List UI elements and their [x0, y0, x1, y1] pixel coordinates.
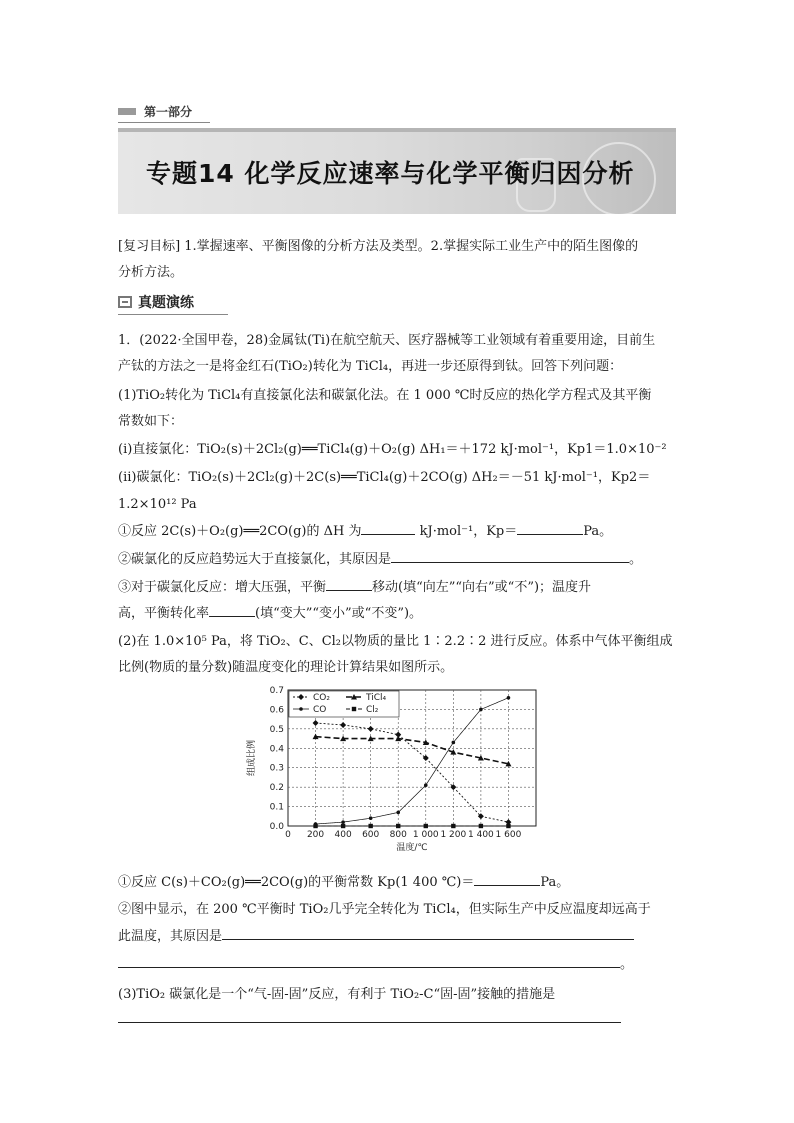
- data-point: [507, 696, 511, 700]
- y-tick-label: 0.1: [269, 802, 284, 813]
- q1c2-post: (填“变大”“变小”或“不变”)。: [255, 606, 423, 621]
- q2a-post: Pa。: [540, 875, 570, 890]
- legend-label: TiCl₄: [366, 693, 387, 703]
- review-goal-line2: 分析方法。: [118, 265, 184, 280]
- data-point: [396, 824, 400, 828]
- data-point: [368, 824, 372, 828]
- question-intro-1: 1．(2022·全国甲卷，28)金属钛(Ti)在航空航天、医疗器械等工业领域有着重要用途，目前生: [118, 333, 656, 348]
- y-axis-label: 组成比例: [247, 739, 257, 777]
- answer-blank-shift[interactable]: [326, 576, 372, 591]
- q1c2-row: [118, 601, 422, 627]
- q1b-row: [118, 547, 642, 573]
- legend-marker: [352, 707, 356, 711]
- q2b-end: 。: [620, 957, 634, 972]
- q1c2-pre: 高，平衡转化率: [118, 606, 210, 621]
- answer-blank-temperature-reason-2[interactable]: [118, 953, 620, 968]
- q2b-row2: [118, 952, 633, 978]
- legend-marker: [299, 707, 303, 711]
- x-tick-label: 600: [362, 830, 380, 840]
- data-point: [341, 824, 345, 828]
- x-tick-label: 1 600: [495, 830, 522, 840]
- x-tick-label: 200: [306, 830, 325, 840]
- section-tag-bar: [118, 108, 136, 115]
- y-tick-label: 0.4: [269, 744, 284, 755]
- y-tick-label: 0.3: [269, 763, 284, 774]
- data-point: [506, 824, 510, 828]
- answer-blank-kp[interactable]: [517, 520, 583, 535]
- x-tick-label: 0: [285, 830, 291, 840]
- x-tick-label: 800: [389, 830, 407, 840]
- x-tick-label: 400: [334, 830, 352, 840]
- x-axis-label: 温度/℃: [396, 843, 428, 853]
- q1b-post: 。: [629, 552, 643, 567]
- part3-line1: (3)TiO₂ 碳氯化是一个“气-固-固”反应，有利于 TiO₂-C“固-固”接触的措施是: [118, 987, 556, 1002]
- answer-blank-conversion[interactable]: [209, 602, 255, 617]
- data-point: [396, 811, 400, 815]
- q2b-pre: 此温度，其原因是: [118, 929, 223, 944]
- title-banner: [118, 128, 676, 214]
- x-tick-label: 1 000: [412, 830, 439, 840]
- answer-blank-dH[interactable]: [361, 520, 415, 535]
- data-point: [313, 824, 317, 828]
- data-point: [479, 824, 483, 828]
- answer-blank-temperature-reason[interactable]: [222, 925, 634, 940]
- q2a-row: [118, 870, 569, 896]
- data-point: [341, 820, 345, 824]
- x-tick-label: 1 200: [440, 830, 467, 840]
- page-title: 专题14 化学反应速率与化学平衡归因分析: [146, 159, 635, 188]
- section-tag: [118, 102, 210, 123]
- x-tick-label: 1 400: [468, 830, 494, 840]
- legend-label: CO: [313, 705, 327, 715]
- y-tick-label: 0.2: [269, 783, 284, 794]
- data-point: [424, 783, 428, 787]
- section-tag-label: 第一部分: [144, 105, 193, 119]
- q2b-line1: ②图中显示，在 200 ℃平衡时 TiO₂几乎完全转化为 TiCl₄，但实际生产中反应温度却远高于: [118, 902, 651, 917]
- q1c-row: [118, 575, 591, 601]
- q1a-post: Pa。: [583, 524, 613, 539]
- y-tick-label: 0.6: [269, 705, 284, 716]
- part1-line2: 常数如下：: [118, 414, 184, 429]
- data-point: [479, 708, 483, 712]
- answer-blank-reason[interactable]: [391, 548, 629, 563]
- legend-label: CO₂: [313, 693, 330, 703]
- q1a-pre: ①反应 2C(s)＋O₂(g)══2CO(g)的 ΔH 为: [118, 524, 362, 539]
- equation-direct: (ⅰ)直接氯化：TiO₂(s)＋2Cl₂(g)══TiCl₄(g)＋O₂(g) ΔH₁＝＋172 kJ·mol⁻¹，Kp1＝1.0×10⁻²: [118, 442, 667, 457]
- part2-line2: 比例(物质的量分数)随温度变化的理论计算结果如图所示。: [118, 660, 454, 675]
- answer-blank-kp1400[interactable]: [474, 871, 540, 886]
- part1-line1: (1)TiO₂转化为 TiCl₄有直接氯化法和碳氯化法。在 1 000 ℃时反应的热化学方程式及其平衡: [118, 388, 652, 403]
- q1b-pre: ②碳氯化的反应趋势远大于直接氯化，其原因是: [118, 552, 392, 567]
- review-goal-line1: [复习目标] 1.掌握速率、平衡图像的分析方法及类型。2.掌握实际工业生产中的陌生图像的: [118, 239, 639, 254]
- data-point: [452, 741, 456, 745]
- y-tick-label: 0.0: [269, 822, 284, 832]
- q2a-pre: ①反应 C(s)＋CO₂(g)══2CO(g)的平衡常数 Kp(1 400 ℃)＝: [118, 875, 475, 890]
- q1c-post: 移动(填“向左”“向右”或“不”)；温度升: [372, 580, 592, 595]
- chart-legend: [289, 691, 399, 717]
- section-heading: [118, 292, 228, 315]
- data-point: [424, 824, 428, 828]
- q1c-pre: ③对于碳氯化反应：增大压强，平衡: [118, 580, 327, 595]
- data-point: [369, 816, 373, 820]
- q1a-row: [118, 519, 612, 545]
- q2b-row: [118, 924, 634, 950]
- data-point: [451, 824, 455, 828]
- q1a-mid: kJ·mol⁻¹，Kp＝: [415, 524, 518, 539]
- part2-line1: (2)在 1.0×10⁵ Pa，将 TiO₂、C、Cl₂以物质的量比 1∶2.2∶2 进行反应。体系中气体平衡组成: [118, 634, 673, 649]
- equilibrium-composition-chart: [240, 682, 560, 864]
- notebook-icon: [118, 296, 132, 308]
- legend-label: Cl₂: [366, 705, 379, 715]
- equation-carbo-cont: 1.2×10¹² Pa: [118, 497, 197, 512]
- section-heading-label: 真题演练: [138, 295, 194, 311]
- y-tick-label: 0.7: [269, 686, 284, 696]
- y-tick-label: 0.5: [269, 724, 284, 735]
- equation-carbo: (ⅱ)碳氯化：TiO₂(s)＋2Cl₂(g)＋2C(s)══TiCl₄(g)＋2CO(g) ΔH₂＝－51 kJ·mol⁻¹，Kp2＝: [118, 470, 651, 485]
- question-intro-2: 产钛的方法之一是将金红石(TiO₂)转化为 TiCl₄，再进一步还原得到钛。回答下列问题：: [118, 359, 623, 374]
- answer-blank-contact-measure[interactable]: [118, 1022, 621, 1023]
